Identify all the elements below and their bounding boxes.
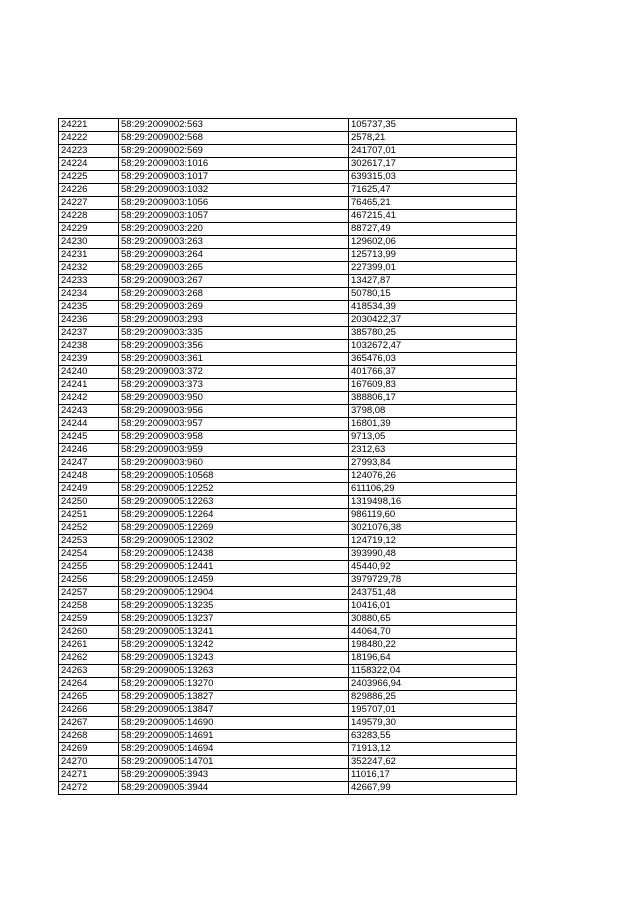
cadastral-number-cell: 58:29:2009003:264 — [119, 249, 349, 262]
row-number-cell: 24243 — [59, 405, 119, 418]
table-row — [59, 665, 517, 678]
row-number-cell: 24259 — [59, 613, 119, 626]
value-cell: 2312,63 — [349, 444, 517, 457]
table-row — [59, 418, 517, 431]
value-cell: 11016,17 — [349, 769, 517, 782]
row-number-cell: 24236 — [59, 314, 119, 327]
table-row — [59, 548, 517, 561]
row-number-cell: 24255 — [59, 561, 119, 574]
table-row — [59, 509, 517, 522]
row-number-cell: 24253 — [59, 535, 119, 548]
value-cell: 611106,29 — [349, 483, 517, 496]
value-cell: 195707,01 — [349, 704, 517, 717]
cadastral-number-cell: 58:29:2009003:263 — [119, 236, 349, 249]
table-row — [59, 600, 517, 613]
cadastral-number-cell: 58:29:2009003:959 — [119, 444, 349, 457]
cadastral-number-cell: 58:29:2009005:12441 — [119, 561, 349, 574]
cadastral-number-cell: 58:29:2009005:14701 — [119, 756, 349, 769]
table-row — [59, 730, 517, 743]
row-number-cell: 24222 — [59, 132, 119, 145]
table-row — [59, 522, 517, 535]
row-number-cell: 24235 — [59, 301, 119, 314]
value-cell: 105737,35 — [349, 119, 517, 132]
row-number-cell: 24246 — [59, 444, 119, 457]
row-number-cell: 24260 — [59, 626, 119, 639]
cadastral-number-cell: 58:29:2009003:1057 — [119, 210, 349, 223]
row-number-cell: 24252 — [59, 522, 119, 535]
cadastral-number-cell: 58:29:2009005:13237 — [119, 613, 349, 626]
table-row — [59, 535, 517, 548]
table-row — [59, 132, 517, 145]
value-cell: 149579,30 — [349, 717, 517, 730]
table-row — [59, 171, 517, 184]
value-cell: 3798,08 — [349, 405, 517, 418]
table-row — [59, 691, 517, 704]
row-number-cell: 24248 — [59, 470, 119, 483]
value-cell: 42667,99 — [349, 782, 517, 795]
table-row — [59, 652, 517, 665]
cadastral-number-cell: 58:29:2009005:10568 — [119, 470, 349, 483]
row-number-cell: 24224 — [59, 158, 119, 171]
table-row — [59, 574, 517, 587]
table-row — [59, 119, 517, 132]
table-row — [59, 756, 517, 769]
table-row — [59, 743, 517, 756]
table-row — [59, 587, 517, 600]
value-cell: 352247,62 — [349, 756, 517, 769]
table-row — [59, 249, 517, 262]
row-number-cell: 24250 — [59, 496, 119, 509]
row-number-cell: 24268 — [59, 730, 119, 743]
cadastral-number-cell: 58:29:2009005:13243 — [119, 652, 349, 665]
value-cell: 124719,12 — [349, 535, 517, 548]
value-cell: 3021076,38 — [349, 522, 517, 535]
value-cell: 124076,26 — [349, 470, 517, 483]
table-row — [59, 470, 517, 483]
value-cell: 639315,03 — [349, 171, 517, 184]
value-cell: 27993,84 — [349, 457, 517, 470]
table-row — [59, 561, 517, 574]
table-row — [59, 158, 517, 171]
value-cell: 467215,41 — [349, 210, 517, 223]
cadastral-number-cell: 58:29:2009002:569 — [119, 145, 349, 158]
cadastral-number-cell: 58:29:2009005:12302 — [119, 535, 349, 548]
row-number-cell: 24242 — [59, 392, 119, 405]
row-number-cell: 24257 — [59, 587, 119, 600]
row-number-cell: 24226 — [59, 184, 119, 197]
row-number-cell: 24241 — [59, 379, 119, 392]
row-number-cell: 24270 — [59, 756, 119, 769]
data-table-body — [59, 119, 517, 795]
cadastral-number-cell: 58:29:2009005:14694 — [119, 743, 349, 756]
row-number-cell: 24223 — [59, 145, 119, 158]
value-cell: 1158322,04 — [349, 665, 517, 678]
row-number-cell: 24239 — [59, 353, 119, 366]
table-row — [59, 327, 517, 340]
cadastral-number-cell: 58:29:2009003:1016 — [119, 158, 349, 171]
value-cell: 418534,39 — [349, 301, 517, 314]
value-cell: 71625,47 — [349, 184, 517, 197]
cadastral-number-cell: 58:29:2009005:13827 — [119, 691, 349, 704]
cadastral-number-cell: 58:29:2009003:335 — [119, 327, 349, 340]
row-number-cell: 24228 — [59, 210, 119, 223]
value-cell: 2030422,37 — [349, 314, 517, 327]
table-row — [59, 197, 517, 210]
table-row — [59, 210, 517, 223]
row-number-cell: 24247 — [59, 457, 119, 470]
cadastral-number-cell: 58:29:2009003:1017 — [119, 171, 349, 184]
table-row — [59, 678, 517, 691]
cadastral-number-cell: 58:29:2009005:14690 — [119, 717, 349, 730]
table-row — [59, 184, 517, 197]
cadastral-number-cell: 58:29:2009003:361 — [119, 353, 349, 366]
row-number-cell: 24230 — [59, 236, 119, 249]
value-cell: 365476,03 — [349, 353, 517, 366]
table-row — [59, 366, 517, 379]
value-cell: 71913,12 — [349, 743, 517, 756]
table-row — [59, 379, 517, 392]
row-number-cell: 24237 — [59, 327, 119, 340]
row-number-cell: 24249 — [59, 483, 119, 496]
cadastral-number-cell: 58:29:2009003:960 — [119, 457, 349, 470]
row-number-cell: 24271 — [59, 769, 119, 782]
value-cell: 829886,25 — [349, 691, 517, 704]
table-row — [59, 704, 517, 717]
table-row — [59, 223, 517, 236]
row-number-cell: 24272 — [59, 782, 119, 795]
cadastral-number-cell: 58:29:2009005:12438 — [119, 548, 349, 561]
value-cell: 13427,87 — [349, 275, 517, 288]
value-cell: 44064,70 — [349, 626, 517, 639]
cadastral-number-cell: 58:29:2009003:372 — [119, 366, 349, 379]
row-number-cell: 24240 — [59, 366, 119, 379]
row-number-cell: 24238 — [59, 340, 119, 353]
table-row — [59, 444, 517, 457]
value-cell: 388806,17 — [349, 392, 517, 405]
value-cell: 125713,99 — [349, 249, 517, 262]
value-cell: 88727,49 — [349, 223, 517, 236]
cadastral-number-cell: 58:29:2009005:13235 — [119, 600, 349, 613]
value-cell: 401766,37 — [349, 366, 517, 379]
table-row — [59, 353, 517, 366]
cadastral-number-cell: 58:29:2009005:12269 — [119, 522, 349, 535]
row-number-cell: 24229 — [59, 223, 119, 236]
row-number-cell: 24254 — [59, 548, 119, 561]
row-number-cell: 24233 — [59, 275, 119, 288]
value-cell: 9713,05 — [349, 431, 517, 444]
cadastral-number-cell: 58:29:2009005:13241 — [119, 626, 349, 639]
table-row — [59, 457, 517, 470]
table-row — [59, 769, 517, 782]
cadastral-number-cell: 58:29:2009003:267 — [119, 275, 349, 288]
value-cell: 2578,21 — [349, 132, 517, 145]
value-cell: 986119,60 — [349, 509, 517, 522]
value-cell: 241707,01 — [349, 145, 517, 158]
value-cell: 129602,06 — [349, 236, 517, 249]
table-row — [59, 301, 517, 314]
value-cell: 385780,25 — [349, 327, 517, 340]
table-row — [59, 431, 517, 444]
table-row — [59, 275, 517, 288]
row-number-cell: 24262 — [59, 652, 119, 665]
value-cell: 167609,83 — [349, 379, 517, 392]
table-row — [59, 613, 517, 626]
table-row — [59, 405, 517, 418]
cadastral-number-cell: 58:29:2009003:373 — [119, 379, 349, 392]
row-number-cell: 24266 — [59, 704, 119, 717]
table-row — [59, 392, 517, 405]
cadastral-number-cell: 58:29:2009002:563 — [119, 119, 349, 132]
row-number-cell: 24227 — [59, 197, 119, 210]
value-cell: 18196,64 — [349, 652, 517, 665]
data-table — [58, 118, 517, 795]
row-number-cell: 24245 — [59, 431, 119, 444]
cadastral-number-cell: 58:29:2009005:12252 — [119, 483, 349, 496]
row-number-cell: 24221 — [59, 119, 119, 132]
cadastral-number-cell: 58:29:2009003:950 — [119, 392, 349, 405]
cadastral-number-cell: 58:29:2009005:12904 — [119, 587, 349, 600]
cadastral-number-cell: 58:29:2009005:13263 — [119, 665, 349, 678]
value-cell: 1319498,16 — [349, 496, 517, 509]
row-number-cell: 24256 — [59, 574, 119, 587]
cadastral-number-cell: 58:29:2009003:1032 — [119, 184, 349, 197]
cadastral-number-cell: 58:29:2009003:356 — [119, 340, 349, 353]
value-cell: 76465,21 — [349, 197, 517, 210]
value-cell: 63283,55 — [349, 730, 517, 743]
cadastral-number-cell: 58:29:2009005:12459 — [119, 574, 349, 587]
table-row — [59, 314, 517, 327]
value-cell: 16801,39 — [349, 418, 517, 431]
cadastral-number-cell: 58:29:2009003:957 — [119, 418, 349, 431]
cadastral-number-cell: 58:29:2009005:14691 — [119, 730, 349, 743]
cadastral-number-cell: 58:29:2009005:12264 — [119, 509, 349, 522]
value-cell: 50780,15 — [349, 288, 517, 301]
row-number-cell: 24232 — [59, 262, 119, 275]
value-cell: 2403966,94 — [349, 678, 517, 691]
cadastral-number-cell: 58:29:2009003:269 — [119, 301, 349, 314]
cadastral-number-cell: 58:29:2009005:12263 — [119, 496, 349, 509]
cadastral-number-cell: 58:29:2009005:13847 — [119, 704, 349, 717]
row-number-cell: 24225 — [59, 171, 119, 184]
value-cell: 393990,48 — [349, 548, 517, 561]
cadastral-number-cell: 58:29:2009005:3943 — [119, 769, 349, 782]
cadastral-number-cell: 58:29:2009003:1056 — [119, 197, 349, 210]
cadastral-number-cell: 58:29:2009005:13270 — [119, 678, 349, 691]
value-cell: 30880,65 — [349, 613, 517, 626]
row-number-cell: 24265 — [59, 691, 119, 704]
table-row — [59, 288, 517, 301]
table-row — [59, 262, 517, 275]
value-cell: 243751,48 — [349, 587, 517, 600]
cadastral-number-cell: 58:29:2009003:958 — [119, 431, 349, 444]
row-number-cell: 24244 — [59, 418, 119, 431]
table-row — [59, 483, 517, 496]
cadastral-number-cell: 58:29:2009003:956 — [119, 405, 349, 418]
cadastral-number-cell: 58:29:2009003:265 — [119, 262, 349, 275]
value-cell: 302617,17 — [349, 158, 517, 171]
row-number-cell: 24251 — [59, 509, 119, 522]
row-number-cell: 24263 — [59, 665, 119, 678]
table-row — [59, 496, 517, 509]
cadastral-number-cell: 58:29:2009002:568 — [119, 132, 349, 145]
row-number-cell: 24267 — [59, 717, 119, 730]
cadastral-number-cell: 58:29:2009005:13242 — [119, 639, 349, 652]
value-cell: 45440,92 — [349, 561, 517, 574]
row-number-cell: 24234 — [59, 288, 119, 301]
value-cell: 227399,01 — [349, 262, 517, 275]
table-row — [59, 782, 517, 795]
row-number-cell: 24269 — [59, 743, 119, 756]
table-row — [59, 717, 517, 730]
row-number-cell: 24261 — [59, 639, 119, 652]
table-row — [59, 626, 517, 639]
cadastral-number-cell: 58:29:2009005:3944 — [119, 782, 349, 795]
value-cell: 10416,01 — [349, 600, 517, 613]
table-row — [59, 340, 517, 353]
table-row — [59, 639, 517, 652]
table-row — [59, 145, 517, 158]
value-cell: 3979729,78 — [349, 574, 517, 587]
row-number-cell: 24231 — [59, 249, 119, 262]
value-cell: 198480,22 — [349, 639, 517, 652]
value-cell: 1032672,47 — [349, 340, 517, 353]
cadastral-number-cell: 58:29:2009003:220 — [119, 223, 349, 236]
row-number-cell: 24258 — [59, 600, 119, 613]
cadastral-number-cell: 58:29:2009003:293 — [119, 314, 349, 327]
row-number-cell: 24264 — [59, 678, 119, 691]
cadastral-number-cell: 58:29:2009003:268 — [119, 288, 349, 301]
table-row — [59, 236, 517, 249]
